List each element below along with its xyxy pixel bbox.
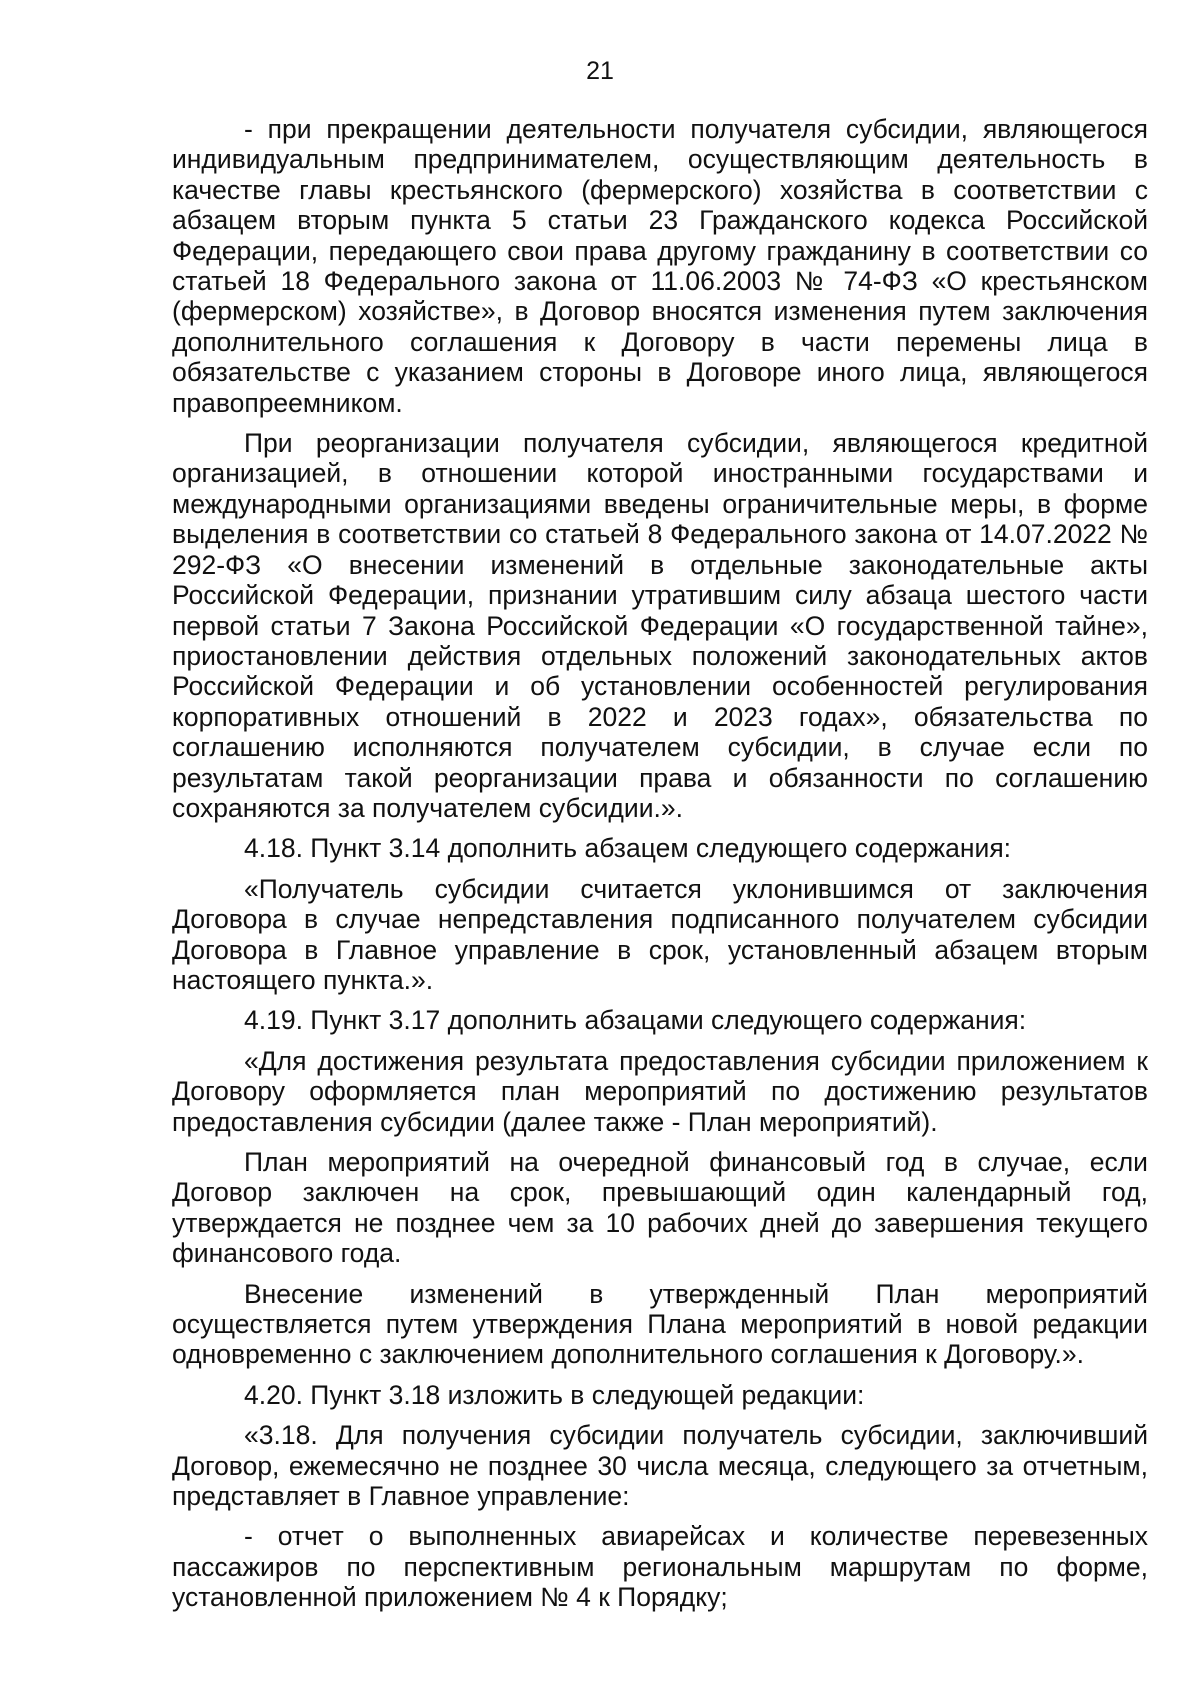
document-body <box>172 114 1148 1623</box>
paragraph-plan-changes: Внесение изменений в утвержденный План мероприятий осуществляется путем утверждения Плана мероприятий в новой редакции одновременно с заключением дополнительного соглашения к Договору.». <box>172 1278 1148 1370</box>
paragraph-evasion-clause: «Получатель субсидии считается уклонившимся от заключения Договора в случае непредставления подписанного получателем субсидии Договора в Главное управление в срок, установленный абзацем вторым настоящего пункта.». <box>172 873 1148 995</box>
paragraph-item-4-19: 4.19. Пункт 3.17 дополнить абзацами следующего содержания: <box>244 1005 1027 1036</box>
paragraph-reorganization-credit-org: При реорганизации получателя субсидии, являющегося кредитной организацией, в отношении которой иностранными государствами и международными организациями введены ограничительные меры, в форме выделения в соответствии со статьей 8 Федерального закона от 14.07.2022 № 292-ФЗ «О внесении изменений в отдельные законодательные акты Российской Федерации, признании утратившим силу абзаца шестого части первой статьи 7 Закона Российской Федерации «О государственной тайне», приостановлении действия отдельных положений законодательных актов Российской Федерации и об установлении особенностей регулирования корпоративных отношений в 2022 и 2023 годах», обязательства по соглашению исполняются получателем субсидии, в случае если по результатам такой реорганизации права и обязанности по соглашению сохраняются за получателем субсидии.». <box>172 428 1148 823</box>
paragraph-succession-farm: - при прекращении деятельности получателя субсидии, являющегося индивидуальным предпринимателем, осуществляющим деятельность в качестве главы крестьянского (фермерского) хозяйства в соответствии с абзацем вторым пункта 5 статьи 23 Гражданского кодекса Российской Федерации, передающего свои права другому гражданину в соответствии со статьей 18 Федерального закона от 11.06.2003 № 74-ФЗ «О крестьянском (фермерском) хозяйстве», в Договор вносятся изменения путем заключения дополнительного соглашения к Договору в части перемены лица в обязательстве с указанием стороны в Договоре иного лица, являющегося правопреемником. <box>172 114 1148 418</box>
paragraph-flight-report: - отчет о выполненных авиарейсах и количестве перевезенных пассажиров по перспективным региональным маршрутам по форме, установленной приложением № 4 к Порядку; <box>172 1521 1148 1613</box>
paragraph-clause-3-18: «3.18. Для получения субсидии получатель субсидии, заключивший Договор, ежемесячно не позднее 30 числа месяца, следующего за отчетным, представляет в Главное управление: <box>172 1420 1148 1512</box>
paragraph-item-4-20: 4.20. Пункт 3.18 изложить в следующей редакции: <box>244 1379 865 1410</box>
paragraph-plan-approval: План мероприятий на очередной финансовый год в случае, если Договор заключен на срок, превышающий один календарный год, утверждается не позднее чем за 10 рабочих дней до завершения текущего финансового года. <box>172 1147 1148 1269</box>
paragraph-action-plan: «Для достижения результата предоставления субсидии приложением к Договору оформляется план мероприятий по достижению результатов предоставления субсидии (далее также - План мероприятий). <box>172 1045 1148 1137</box>
page-number: 21 <box>586 57 614 85</box>
paragraph-item-4-18: 4.18. Пункт 3.14 дополнить абзацем следующего содержания: <box>244 833 1012 864</box>
